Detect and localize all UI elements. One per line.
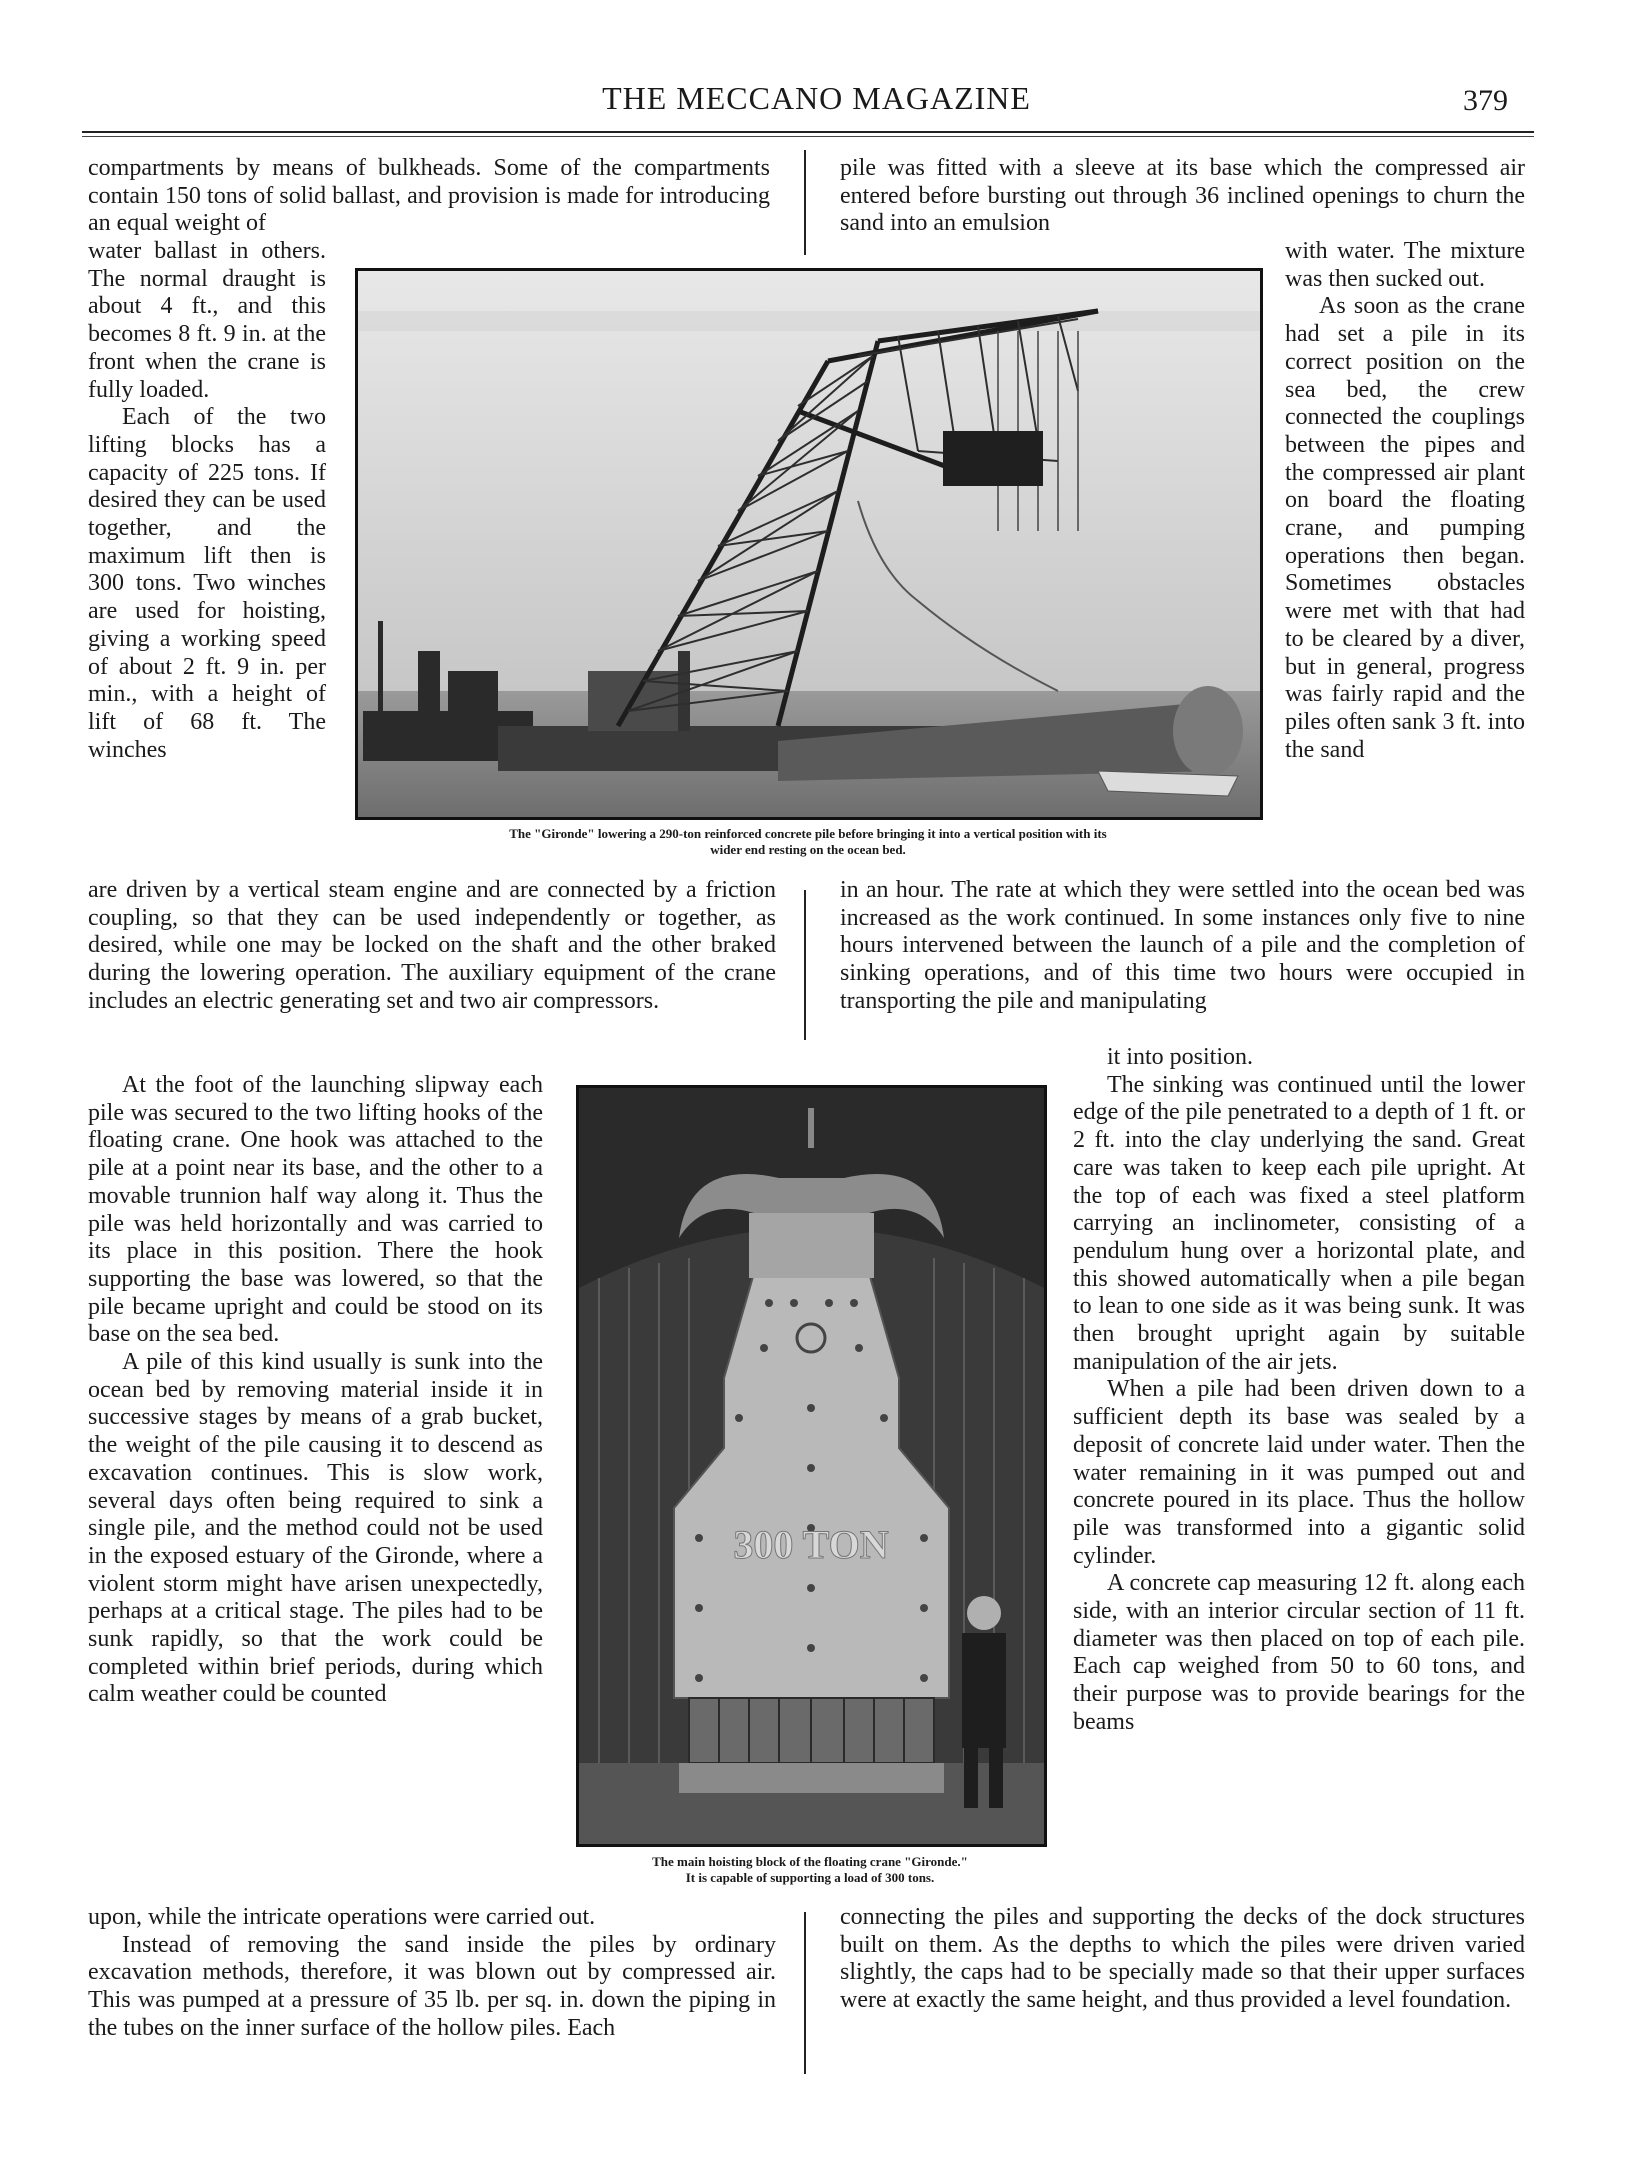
right-bottom-text: connecting the piles and supporting the decks of the dock structures built on them. As the depths to which the piles were driven varied slightly, the caps had to be specially made so that their upper surfaces were at exactly the same height, and thus provided a level foundation. xyxy=(840,1904,1525,2014)
paragraph: upon, while the intricate operations were carried out. xyxy=(88,1904,596,1930)
magazine-title: THE MECCANO MAGAZINE xyxy=(602,80,1031,116)
paragraph: The sinking was continued until the lower edge of the pile penetrated to a depth of 1 ft. or 2 ft. into the clay underlying the sand. Great care was taken to keep each pile upright. At the top of each was fixed a steel platform carrying an inclinometer, consisting of a pendulum hung over a horizontal plate, and this showed automatically when a pile began to lean to one side as it was being sunk. It was then brought upright again by suitable manipulation of the air jets. xyxy=(1073,1071,1525,1375)
column-divider-bottom xyxy=(804,1912,806,2074)
column-divider-mid xyxy=(804,890,806,1040)
right-lower-text xyxy=(1073,1044,1525,1737)
left-mid-text: are driven by a vertical steam engine and are connected by a friction coupling, so that they can be used independently or together, as desired, while one may be locked on the shaft and the other braked during the lowering operation. The auxiliary equipment of the crane includes an electric generating set and two air compressors. xyxy=(88,877,776,1014)
left-narrow-text xyxy=(88,238,326,764)
paragraph: A concrete cap measuring 12 ft. along each side, with an interior circular section of 11 ft. diameter was then placed on top of each pile. Each cap weighed from 50 to 60 tons, and their purpose was to provide bearings for the beams xyxy=(1073,1570,1525,1735)
paragraph: A pile of this kind usually is sunk into the ocean bed by removing material inside it in successive stages by means of a grab bucket, the weight of the pile causing it to descend as excavation continues. This is slow work, several days often being required to sink a single pile, and the method could not be used in the exposed estuary of the Gironde, where a violent storm might have arisen unexpectedly, perhaps at a critical stage. The piles had to be sunk rapidly, so that the work could be completed within brief periods, during which calm weather could be counted xyxy=(88,1349,543,1708)
left-lower-text xyxy=(88,1072,543,1709)
right-narrow-text xyxy=(1285,238,1525,764)
left-top-text: compartments by means of bulkheads. Some of the compartments contain 150 tons of solid ballast, and provision is made for introducing an equal weight of xyxy=(88,155,770,237)
paragraph: with water. The mixture was then sucked out. xyxy=(1285,238,1525,292)
page-number: 379 xyxy=(1463,84,1508,117)
paragraph: At the foot of the launching slipway each pile was secured to the two lifting hooks of the floating crane. One hook was attached to the pile at a point near its base, and the other to a movable trunnion half way along it. Thus the pile was held horizontally and was carried to its place in this position. There the hook supporting the base was lowered, so that the pile became upright and could be stood on its base on the sea bed. xyxy=(88,1072,543,1348)
right-top-text: pile was fitted with a sleeve at its base which the compressed air entered before bursting out through 36 inclined openings to churn the sand into an emulsion xyxy=(840,155,1525,237)
paragraph: When a pile had been driven down to a sufficient depth its base was sealed by a deposit of concrete laid under water. Then the water remaining in it was pumped out and concrete poured in its place. Thus the hollow pile was transformed into a gigantic solid cylinder. xyxy=(1073,1376,1525,1569)
paragraph: As soon as the crane had set a pile in its correct position on the sea bed, the crew connected the couplings between the pipes and the compressed air plant on board the floating crane, and pumping operations then began. Sometimes obstacles were met with that had to be cleared by a diver, but in general, progress was fairly rapid and the piles often sank 3 ft. into the sand xyxy=(1285,293,1525,763)
right-mid-text: in an hour. The rate at which they were settled into the ocean bed was increased as the work continued. In some instances only five to nine hours intervened between the launch of a pile and the completion of sinking operations, and of this time two hours were occupied in transporting the pile and manipulating xyxy=(840,877,1525,1014)
block-plate-text: 300 TON xyxy=(733,1522,889,1567)
paragraph: water ballast in others. The normal draught is about 4 ft., and this becomes 8 ft. 9 in. at the front when the crane is fully loaded. xyxy=(88,238,326,403)
paragraph: it into position. xyxy=(1107,1044,1254,1070)
crane-photo xyxy=(355,268,1263,820)
header-rule xyxy=(82,131,1534,137)
paragraph: Each of the two lifting blocks has a capacity of 225 tons. If desired they can be used together, and the maximum lift then is 300 tons. Two winches are used for hoisting, giving a working speed of about 2 ft. 9 in. per min., with a height of lift of 68 ft. The winches xyxy=(88,404,326,763)
left-bottom-text xyxy=(88,1904,776,2043)
figure2-caption: The main hoisting block of the floating crane "Gironde." It is capable of supporting a load of 300 tons. xyxy=(652,1854,968,1885)
hoisting-block-photo xyxy=(576,1085,1047,1847)
paragraph: Instead of removing the sand inside the piles by ordinary excavation methods, therefore, it was blown out by compressed air. This was pumped at a pressure of 35 lb. per sq. in. down the piping in the tubes on the inner surface of the hollow piles. Each xyxy=(88,1931,776,2041)
column-divider-top xyxy=(804,150,806,255)
figure1-caption: The "Gironde" lowering a 290-ton reinforced concrete pile before bringing it into a vertical position with its wider end resting on the ocean bed. xyxy=(509,826,1107,857)
